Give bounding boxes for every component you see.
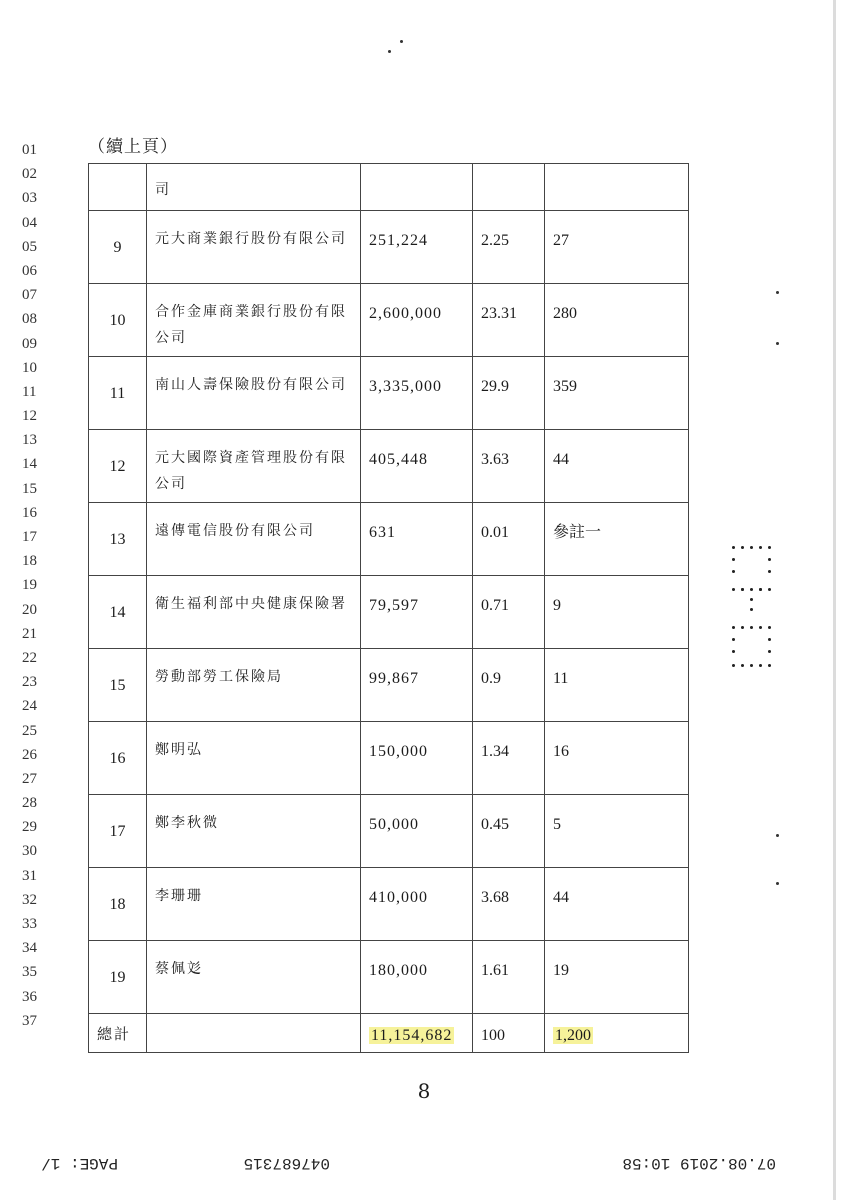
row-name-cell: 南山人壽保險股份有限公司 (147, 357, 361, 430)
table-row (89, 868, 689, 941)
line-number: 17 (22, 529, 37, 545)
punch-dot (759, 588, 762, 591)
row-shares-cell: 19 (545, 941, 689, 1014)
row-percent-cell: 29.9 (473, 357, 545, 430)
row-no-cell: 19 (89, 941, 147, 1014)
row-name-cell: 蔡佩彣 (147, 941, 361, 1014)
line-number: 01 (22, 142, 37, 158)
row-no-cell: 17 (89, 795, 147, 868)
row-amount-cell: 2,600,000 (361, 284, 473, 357)
row-shares-cell: 11 (545, 649, 689, 722)
row-shares-cell: 44 (545, 868, 689, 941)
punch-dot (741, 626, 744, 629)
punch-dot (768, 650, 771, 653)
row-percent-cell: 1.61 (473, 941, 545, 1014)
punch-dot (750, 598, 753, 601)
row-name-cell: 元大商業銀行股份有限公司 (147, 211, 361, 284)
line-number: 05 (22, 238, 37, 255)
line-number: 03 (22, 190, 37, 207)
table-row (89, 649, 689, 722)
punch-dot (732, 664, 735, 667)
row-amount-cell: 180,000 (361, 941, 473, 1014)
carry-over-name-cell: 司 (147, 164, 361, 211)
line-number: 21 (22, 625, 37, 642)
line-number: 34 (22, 940, 37, 957)
row-no-cell: 14 (89, 576, 147, 649)
total-shares-cell (545, 1014, 689, 1053)
table-row (89, 430, 689, 503)
fax-transmission-footer (18, 1150, 776, 1172)
punch-dot (732, 588, 735, 591)
row-amount-cell: 99,867 (361, 649, 473, 722)
line-number: 22 (22, 649, 37, 666)
table-row (89, 941, 689, 1014)
row-percent-cell: 0.45 (473, 795, 545, 868)
line-number: 06 (22, 262, 37, 279)
row-shares-cell: 27 (545, 211, 689, 284)
row-shares-cell: 16 (545, 722, 689, 795)
line-number: 13 (22, 432, 37, 449)
carry-over-row (89, 164, 689, 211)
punch-dot (759, 664, 762, 667)
row-name-cell: 遠傳電信股份有限公司 (147, 503, 361, 576)
row-no-cell: 12 (89, 430, 147, 503)
line-number: 25 (22, 722, 37, 739)
page-edge-shadow (833, 0, 836, 1200)
row-name-cell: 合作金庫商業銀行股份有限公司 (147, 284, 361, 357)
line-number: 10 (22, 359, 37, 376)
binding-punch-marks (728, 540, 776, 670)
line-number: 11 (22, 383, 37, 400)
punch-dot (750, 608, 753, 611)
scan-speck (776, 834, 779, 837)
table-row (89, 211, 689, 284)
carry-over-amount-cell (361, 164, 473, 211)
table-row (89, 503, 689, 576)
row-name-cell: 李珊珊 (147, 868, 361, 941)
line-number-column (22, 138, 37, 1033)
row-amount-cell: 50,000 (361, 795, 473, 868)
punch-dot (768, 558, 771, 561)
row-amount-cell: 3,335,000 (361, 357, 473, 430)
row-shares-cell: 5 (545, 795, 689, 868)
row-percent-cell: 3.63 (473, 430, 545, 503)
line-number: 20 (22, 601, 37, 618)
line-number: 35 (22, 964, 37, 981)
row-shares-cell: 44 (545, 430, 689, 503)
row-name-cell: 元大國際資產管理股份有限公司 (147, 430, 361, 503)
punch-dot (750, 626, 753, 629)
punch-dot (768, 664, 771, 667)
line-number: 07 (22, 287, 37, 304)
punch-dot (750, 664, 753, 667)
scan-speck (776, 342, 779, 345)
line-number: 19 (22, 577, 37, 594)
table-row (89, 357, 689, 430)
shareholding-table (88, 163, 689, 1053)
row-shares-cell: 參註一 (545, 503, 689, 576)
line-number: 29 (22, 819, 37, 836)
line-number: 08 (22, 311, 37, 328)
punch-dot (732, 650, 735, 653)
row-percent-cell: 0.9 (473, 649, 545, 722)
line-number: 27 (22, 770, 37, 787)
punch-dot (741, 546, 744, 549)
row-percent-cell: 0.71 (473, 576, 545, 649)
line-number: 32 (22, 891, 37, 908)
scan-speck (776, 291, 779, 294)
punch-dot (732, 570, 735, 573)
carry-over-percent-cell (473, 164, 545, 211)
line-number: 18 (22, 553, 37, 570)
total-shares: 1,200 (555, 1026, 591, 1044)
row-percent-cell: 0.01 (473, 503, 545, 576)
total-name-cell (147, 1014, 361, 1053)
row-no-cell: 9 (89, 211, 147, 284)
line-number: 31 (22, 867, 37, 884)
row-amount-cell: 150,000 (361, 722, 473, 795)
punch-dot (741, 664, 744, 667)
carry-over-no-cell (89, 164, 147, 211)
row-shares-cell: 9 (545, 576, 689, 649)
punch-dot (741, 588, 744, 591)
punch-dot (732, 546, 735, 549)
row-no-cell: 10 (89, 284, 147, 357)
line-number: 04 (22, 214, 37, 231)
scan-speck (400, 40, 403, 43)
row-name-cell: 鄭李秋微 (147, 795, 361, 868)
punch-dot (732, 638, 735, 641)
line-number: 14 (22, 456, 37, 473)
line-number: 09 (22, 335, 37, 352)
punch-dot (768, 588, 771, 591)
total-amount: 11,154,682 (371, 1026, 453, 1044)
line-number: 12 (22, 408, 37, 425)
total-label: 總計 (89, 1014, 147, 1053)
scan-speck (776, 882, 779, 885)
row-shares-cell: 359 (545, 357, 689, 430)
row-shares-cell: 280 (545, 284, 689, 357)
table-row (89, 576, 689, 649)
total-row (89, 1014, 689, 1053)
row-percent-cell: 3.68 (473, 868, 545, 941)
page-number: 8 (417, 1079, 431, 1103)
punch-dot (759, 626, 762, 629)
row-name-cell: 勞動部勞工保險局 (147, 649, 361, 722)
table-row (89, 722, 689, 795)
row-amount-cell: 631 (361, 503, 473, 576)
punch-dot (732, 558, 735, 561)
line-number: 28 (22, 795, 37, 812)
fax-page-label: PAGE: 1/ (41, 1154, 118, 1172)
row-no-cell: 15 (89, 649, 147, 722)
line-number: 16 (22, 504, 37, 521)
fax-datetime: 07.08.2019 10:58 (622, 1154, 776, 1172)
row-name-cell: 衛生福利部中央健康保險署 (147, 576, 361, 649)
line-number: 23 (22, 674, 37, 691)
punch-dot (768, 546, 771, 549)
row-no-cell: 16 (89, 722, 147, 795)
row-amount-cell: 405,448 (361, 430, 473, 503)
line-number: 15 (22, 480, 37, 497)
line-number: 30 (22, 843, 37, 860)
punch-dot (768, 626, 771, 629)
row-amount-cell: 251,224 (361, 211, 473, 284)
line-number: 24 (22, 698, 37, 715)
scan-speck (388, 50, 391, 53)
row-no-cell: 11 (89, 357, 147, 430)
row-no-cell: 13 (89, 503, 147, 576)
row-name-cell: 鄭明弘 (147, 722, 361, 795)
punch-dot (750, 546, 753, 549)
row-no-cell: 18 (89, 868, 147, 941)
total-amount-cell (361, 1014, 473, 1053)
row-amount-cell: 79,597 (361, 576, 473, 649)
line-number: 33 (22, 916, 37, 932)
row-percent-cell: 2.25 (473, 211, 545, 284)
row-amount-cell: 410,000 (361, 868, 473, 941)
line-number: 26 (22, 746, 37, 763)
total-percent: 100 (473, 1014, 545, 1053)
table-row (89, 284, 689, 357)
row-percent-cell: 1.34 (473, 722, 545, 795)
row-percent-cell: 23.31 (473, 284, 545, 357)
continued-from-previous-label: （續上頁） (88, 137, 178, 157)
line-number: 37 (22, 1012, 37, 1029)
punch-dot (759, 546, 762, 549)
punch-dot (768, 638, 771, 641)
punch-dot (750, 588, 753, 591)
punch-dot (768, 570, 771, 573)
carry-over-shares-cell (545, 164, 689, 211)
punch-dot (732, 626, 735, 629)
line-number: 02 (22, 166, 37, 183)
table-row (89, 795, 689, 868)
line-number: 36 (22, 988, 37, 1005)
fax-number: 047687315 (243, 1154, 330, 1172)
